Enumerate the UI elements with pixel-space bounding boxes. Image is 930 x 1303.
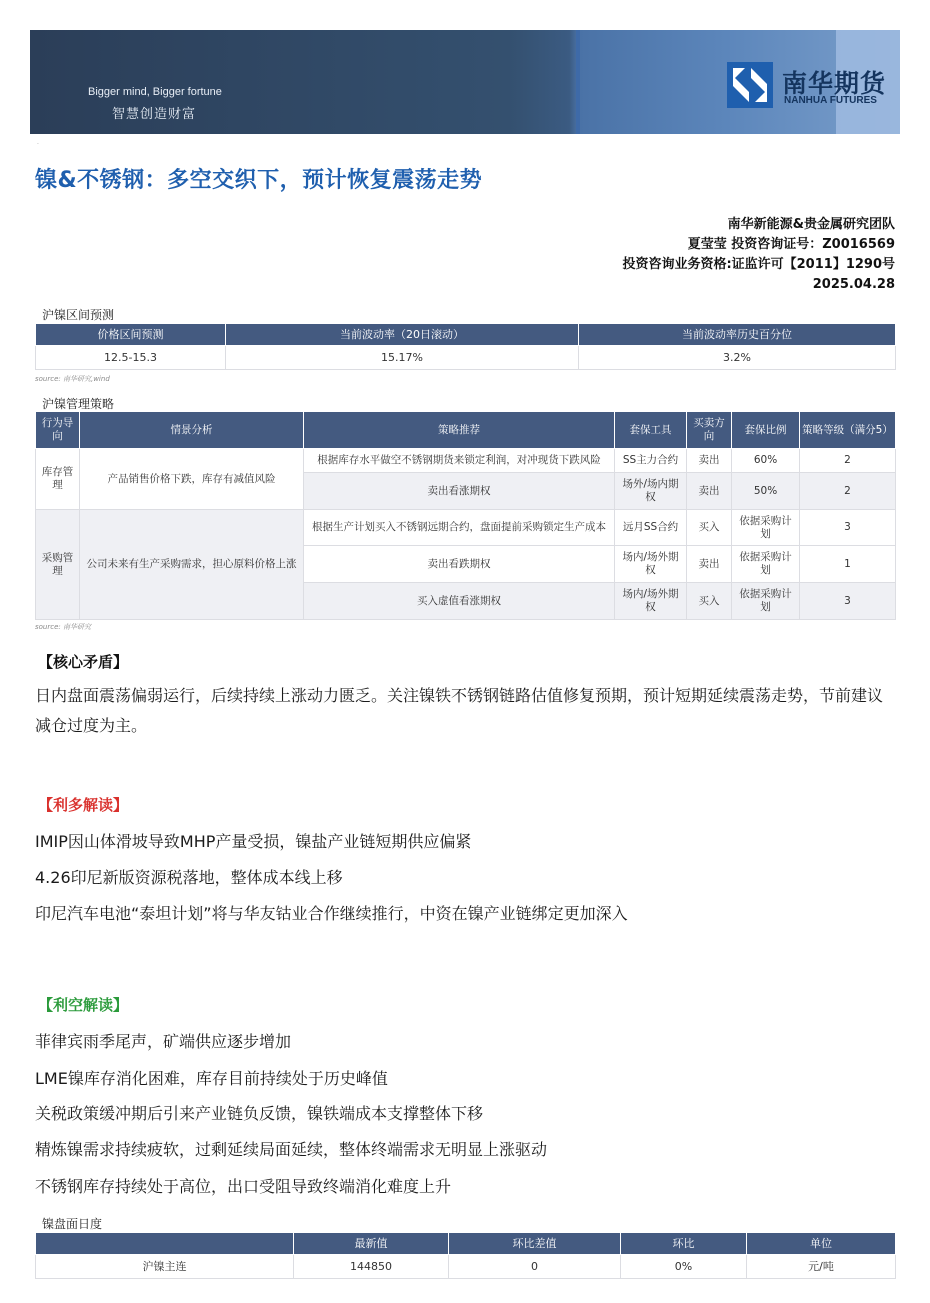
nanhua-logo-icon [727, 62, 773, 108]
header-banner [30, 30, 900, 134]
logo-text-english: NANHUA FUTURES [784, 95, 877, 106]
ratio-cell: 依据采购计划 [732, 583, 800, 620]
bearish-item: 关税政策缓冲期后引来产业链负反馈，镍铁端成本支撑整体下移 [35, 1104, 484, 1123]
bullish-item: 印尼汽车电池“泰坦计划”将与华友钴业合作继续推行，中资在镍产业链绑定更加深入 [35, 904, 628, 923]
daily-table-title: 镍盘面日度 [42, 1217, 103, 1231]
daily-header-cell: 环比 [621, 1233, 747, 1255]
banner-stripe [576, 30, 580, 134]
direction-cell: 卖出 [687, 473, 732, 510]
daily-cell: 元/吨 [747, 1255, 896, 1279]
range-header-cell: 价格区间预测 [36, 324, 226, 346]
scenario-cell: 产品销售价格下跌，库存有减值风险 [80, 449, 304, 510]
range-header-cell: 当前波动率（20日滚动） [226, 324, 579, 346]
decorative-dot: . [37, 139, 39, 146]
bearish-item: 精炼镍需求持续疲软，过剩延续局面延续，整体终端需求无明显上涨驱动 [35, 1140, 548, 1159]
strategy-cell: 卖出看跌期权 [304, 546, 615, 583]
daily-cell: 0% [621, 1255, 747, 1279]
bearish-heading: 【利空解读】 [38, 996, 129, 1014]
strategy-header-cell: 行为导向 [36, 412, 80, 449]
grade-cell: 2 [800, 473, 896, 510]
daily-header-cell: 环比差值 [449, 1233, 621, 1255]
logo-text-chinese: 南华期货 [782, 69, 887, 98]
ratio-cell: 依据采购计划 [732, 546, 800, 583]
strategy-header-cell: 套保工具 [615, 412, 687, 449]
tool-cell: SS主力合约 [615, 449, 687, 473]
report-title: 镍&不锈钢：多空交织下，预计恢复震荡走势 [35, 168, 483, 193]
tool-cell: 场内/场外期权 [615, 546, 687, 583]
range-header-cell: 当前波动率历史百分位 [579, 324, 896, 346]
report-date: 2025.04.28 [812, 277, 895, 292]
strategy-cell: 根据生产计划买入不锈钢远期合约，盘面提前采购锁定生产成本 [304, 510, 615, 546]
strategy-header-cell: 策略推荐 [304, 412, 615, 449]
grade-cell: 3 [800, 583, 896, 620]
strategy-header-cell: 套保比例 [732, 412, 800, 449]
tool-cell: 场内/场外期权 [615, 583, 687, 620]
daily-table [35, 1232, 896, 1279]
grade-cell: 2 [800, 449, 896, 473]
bearish-item: 菲律宾雨季尾声，矿端供应逐步增加 [35, 1032, 292, 1051]
ratio-cell: 50% [732, 473, 800, 510]
research-team: 南华新能源&贵金属研究团队 [727, 217, 895, 232]
direction-cell: 买入 [687, 510, 732, 546]
report-meta [622, 215, 895, 295]
table-row [36, 449, 896, 473]
tool-cell: 场外/场内期权 [615, 473, 687, 510]
bullish-item: 4.26印尼新版资源税落地，整体成本线上移 [35, 868, 343, 887]
business-license: 投资咨询业务资格:证监许可【2011】1290号 [622, 257, 895, 272]
daily-header-cell: 单位 [747, 1233, 896, 1255]
slogan-chinese: 智慧创造财富 [112, 107, 197, 122]
range-cell: 15.17% [226, 346, 579, 370]
grade-cell: 1 [800, 546, 896, 583]
grade-cell: 3 [800, 510, 896, 546]
range-table-source: source: 南华研究,wind [35, 375, 110, 383]
daily-header-cell: 最新值 [294, 1233, 449, 1255]
range-table [35, 323, 896, 370]
direction-cell: 买入 [687, 583, 732, 620]
scenario-cell: 公司未来有生产采购需求，担心原料价格上涨 [80, 510, 304, 620]
bearish-item: 不锈钢库存持续处于高位，出口受阻导致终端消化难度上升 [35, 1177, 452, 1196]
ratio-cell: 依据采购计划 [732, 510, 800, 546]
ratio-cell: 60% [732, 449, 800, 473]
strategy-cell: 卖出看涨期权 [304, 473, 615, 510]
range-table-title: 沪镍区间预测 [42, 308, 115, 322]
direction-cell: 卖出 [687, 546, 732, 583]
table-row [36, 1255, 896, 1279]
strategy-table-title: 沪镍管理策略 [42, 397, 115, 411]
daily-cell: 0 [449, 1255, 621, 1279]
daily-cell: 144850 [294, 1255, 449, 1279]
daily-cell: 沪镍主连 [36, 1255, 294, 1279]
strategy-cell: 买入虚值看涨期权 [304, 583, 615, 620]
strategy-table [35, 411, 896, 620]
bullish-item: IMIP因山体滑坡导致MHP产量受损，镍盐产业链短期供应偏紧 [35, 832, 472, 851]
core-text: 日内盘面震荡偏弱运行，后续持续上涨动力匮乏。关注镍铁不锈钢链路估值修复预期，预计短期延续震荡走势，节前建议减仓过度为主。 [35, 686, 884, 735]
direction-cell: 卖出 [687, 449, 732, 473]
table-row [36, 510, 896, 546]
strategy-cell: 根据库存水平做空不锈钢期货来锁定利润，对冲现货下跌风险 [304, 449, 615, 473]
strategy-header-cell: 情景分析 [80, 412, 304, 449]
strategy-table-source: source: 南华研究 [35, 623, 91, 631]
daily-header-cell [36, 1233, 294, 1255]
bearish-item: LME镍库存消化困难，库存目前持续处于历史峰值 [35, 1069, 388, 1088]
tool-cell: 远月SS合约 [615, 510, 687, 546]
behavior-cell: 库存管理 [36, 449, 80, 510]
strategy-header-cell: 策略等级（满分5） [800, 412, 896, 449]
bullish-heading: 【利多解读】 [38, 796, 129, 814]
behavior-cell: 采购管理 [36, 510, 80, 620]
slogan-english: Bigger mind, Bigger fortune [88, 86, 222, 98]
core-heading: 【核心矛盾】 [38, 653, 129, 671]
strategy-header-cell: 买卖方向 [687, 412, 732, 449]
range-cell: 3.2% [579, 346, 896, 370]
range-cell: 12.5-15.3 [36, 346, 226, 370]
analyst-license: 夏莹莹 投资咨询证号：Z0016569 [687, 237, 895, 252]
